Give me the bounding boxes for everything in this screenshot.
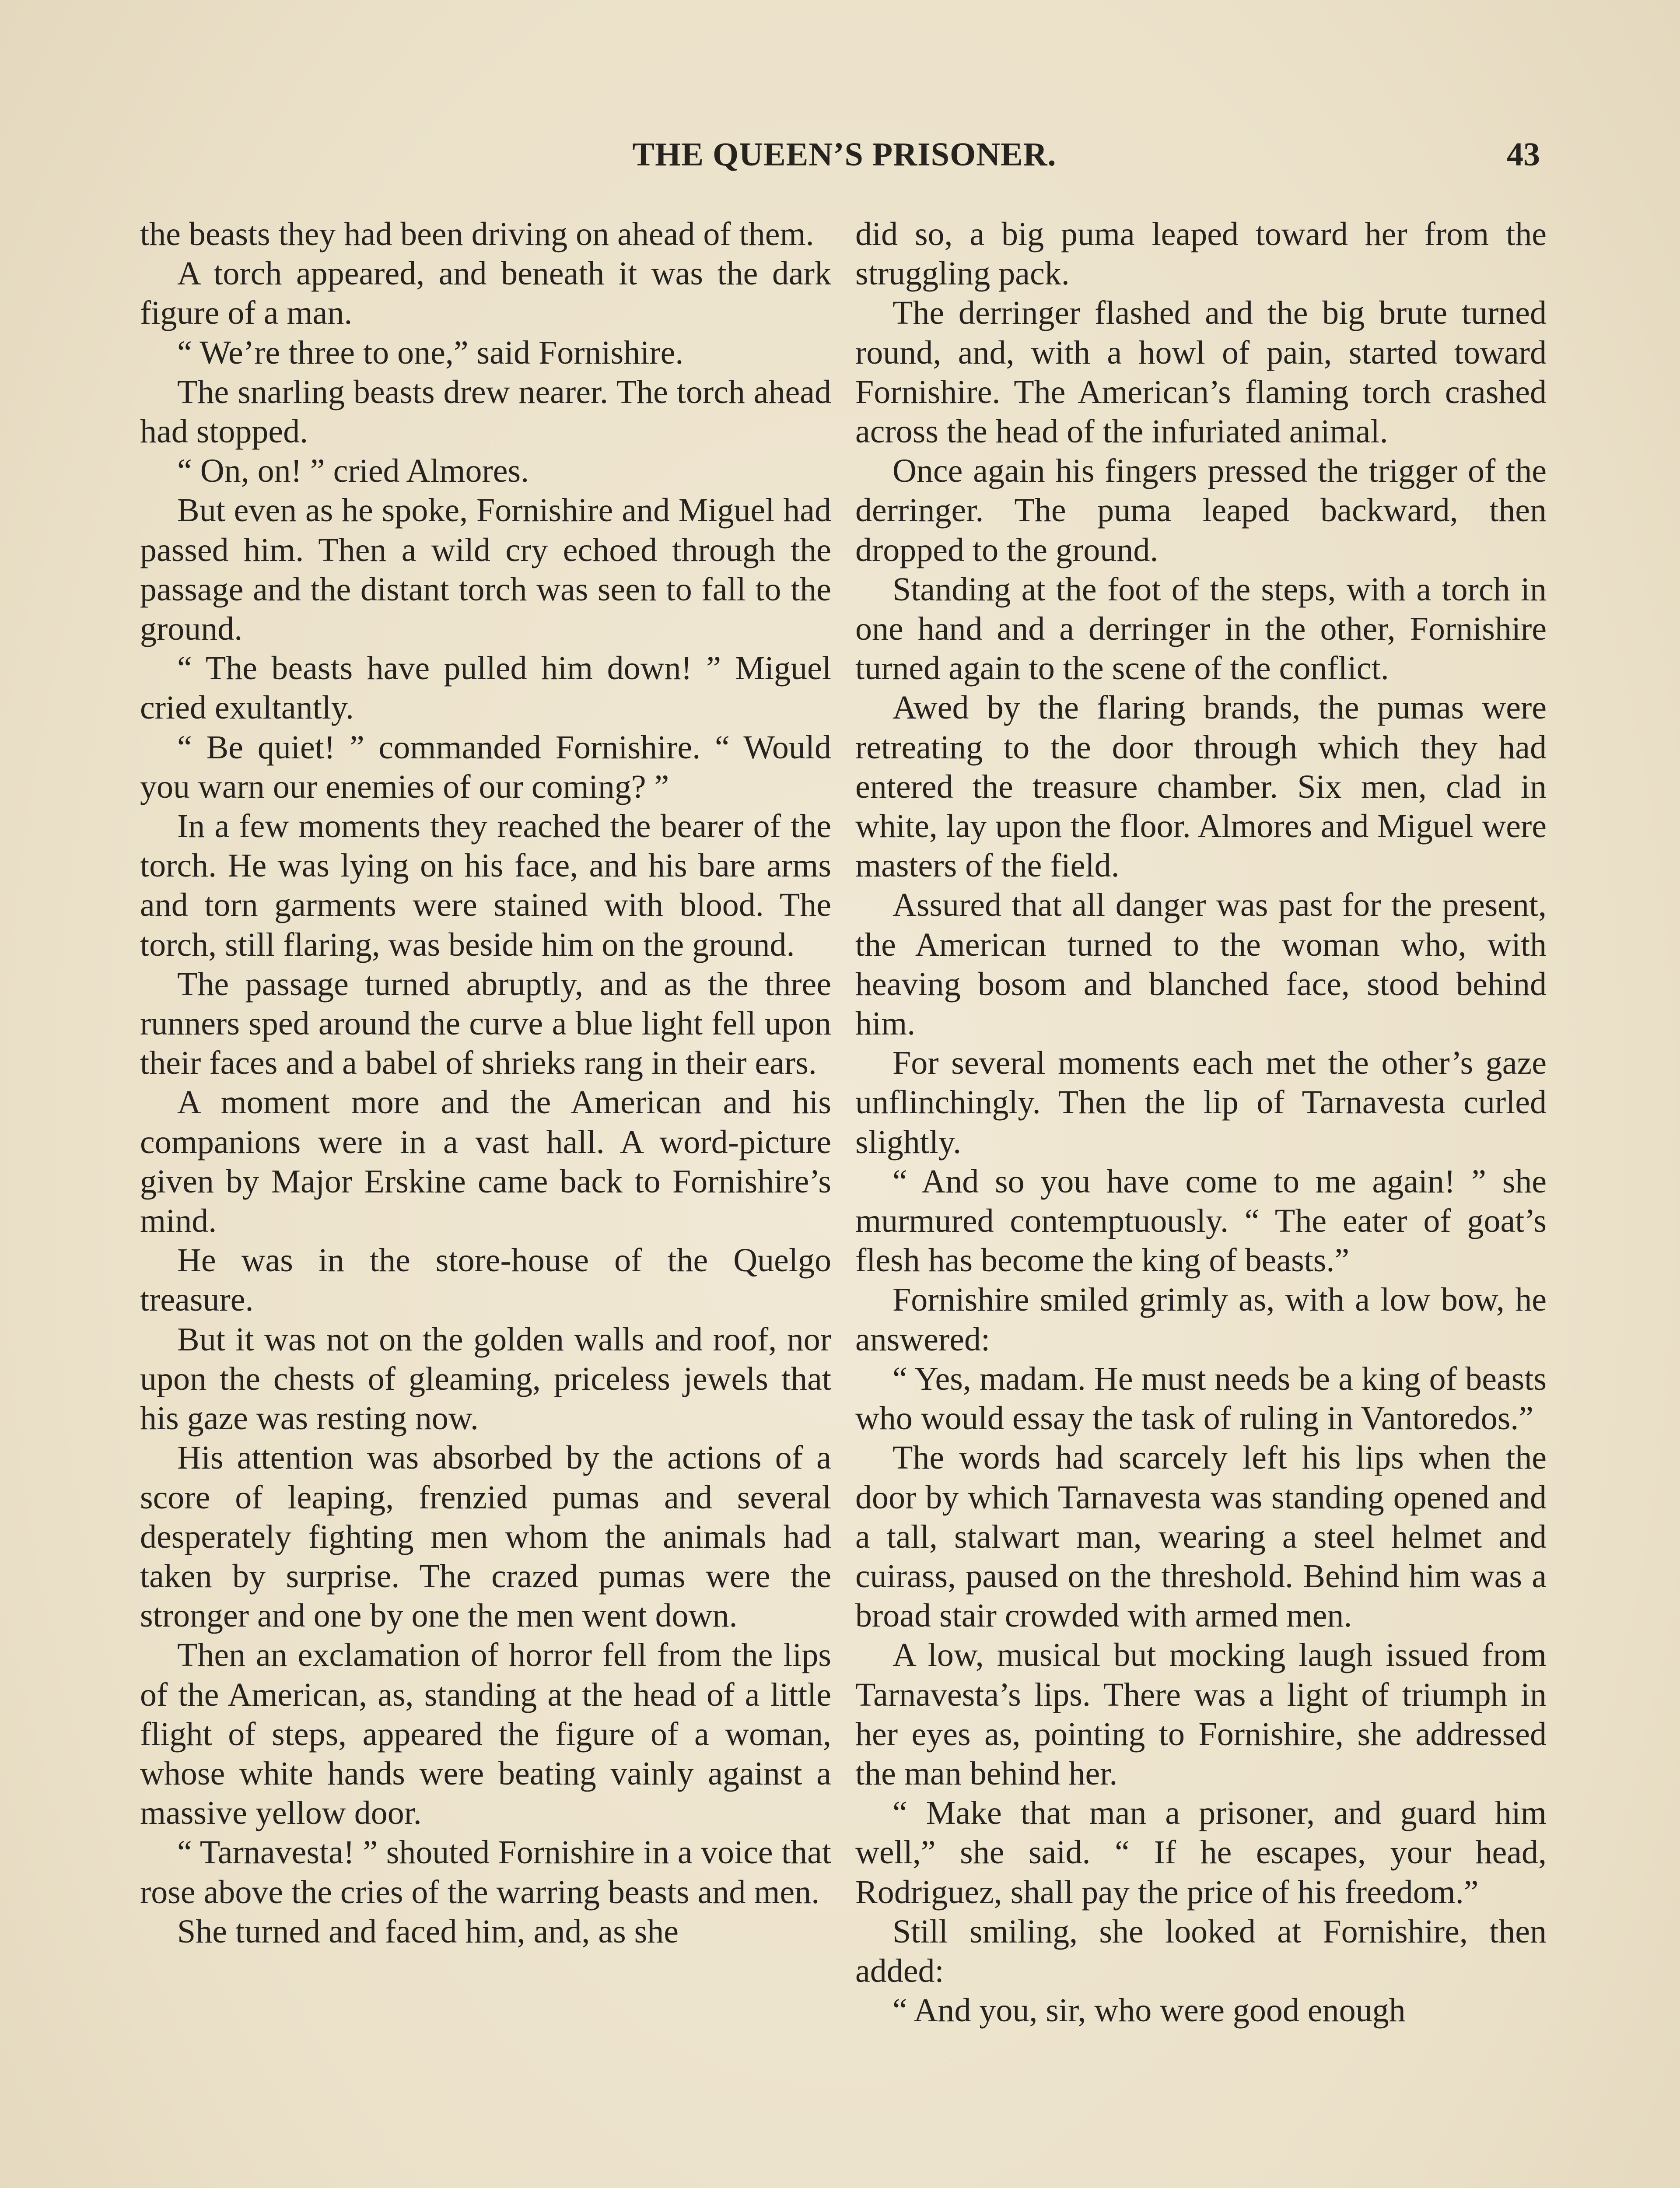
paragraph: Then an exclamation of horror fell from the lips of the American, as, standing at the head of a little flight of steps, appeared the figure of a woman, whose white hands were beating vainly against a massive yellow door. (140, 1637, 831, 1832)
paragraph: She turned and faced him, and, as she (177, 1913, 679, 1950)
paragraph: A torch appeared, and beneath it was the dark figure of a man. (140, 255, 831, 332)
paragraph: Fornishire smiled grimly as, with a low bow, he answered: (855, 1281, 1547, 1358)
paragraph: “ Yes, madam. He must needs be a king of beasts who would essay the task of ruling in Vantoredos.” (855, 1360, 1547, 1437)
paragraph: The words had scarcely left his lips when the door by which Tarnavesta was standing opened and a tall, stalwart man, wearing a steel helmet and cuirass, paused on the threshold. Behind him was a broad stair crowded with armed men. (855, 1439, 1547, 1634)
paragraph: The passage turned abruptly, and as the three runners sped around the curve a blue light fell upon their faces and a babel of shrieks rang in their ears. (140, 965, 831, 1082)
running-title: THE QUEEN’S PRISONER. (632, 136, 1057, 173)
paragraph: But even as he spoke, Fornishire and Miguel had passed him. Then a wild cry echoed through the passage and the distant torch was seen to fall to the ground. (140, 492, 831, 648)
paragraph: the beasts they had been driving on ahead of them. (140, 216, 814, 252)
running-header (149, 131, 1540, 184)
paragraph: Standing at the foot of the steps, with a torch in one hand and a derringer in the other, Fornishire turned again to the scene of the conflict. (855, 571, 1547, 687)
paragraph: Once again his fingers pressed the trigger of the derringer. The puma leaped backward, then dropped to the ground. (855, 452, 1547, 568)
paragraph: He was in the store-house of the Quelgo treasure. (140, 1242, 831, 1318)
paragraph: “ And you, sir, who were good enough (892, 1992, 1406, 2029)
paragraph: “ We’re three to one,” said Fornishire. (177, 334, 684, 371)
paragraph: For several moments each met the other’s gaze unflinchingly. Then the lip of Tarnavesta curled slightly. (855, 1045, 1547, 1161)
paragraph: “ Be quiet! ” commanded Fornishire. “ Would you warn our enemies of our coming? ” (140, 729, 831, 805)
paragraph: Awed by the flaring brands, the pumas were retreating to the door through which they had entered the treasure chamber. Six men, clad in white, lay upon the floor. Almores and Miguel were masters of the field. (855, 689, 1547, 884)
paragraph: His attention was absorbed by the actions of a score of leaping, frenzied pumas and several desperately fighting men whom the animals had taken by surprise. The crazed pumas were the stronger and one by one the men went down. (140, 1439, 831, 1634)
paragraph: “ The beasts have pulled him down! ” Miguel cried exultantly. (140, 650, 831, 726)
paragraph: But it was not on the golden walls and roof, nor upon the chests of gleaming, priceless jewels that his gaze was resting now. (140, 1321, 831, 1437)
paragraph: In a few moments they reached the bearer of the torch. He was lying on his face, and his bare arms and torn garments were stained with blood. The torch, still flaring, was beside him on the ground. (140, 808, 831, 963)
paragraph: “ Make that man a prisoner, and guard him well,” she said. “ If he escapes, your head, Rodriguez, shall pay the price of his freedom.” (855, 1795, 1547, 1911)
paragraph: The derringer flashed and the big brute turned round, and, with a howl of pain, started toward Fornishire. The American’s flaming torch crashed across the head of the infuriated animal. (855, 295, 1547, 450)
page-number: 43 (1507, 136, 1540, 173)
right-text-column (855, 214, 1547, 2030)
paragraph: A moment more and the American and his companions were in a vast hall. A word-picture given by Major Erskine came back to Fornishire’s mind. (140, 1084, 831, 1240)
paragraph: A low, musical but mocking laugh issued from Tarnavesta’s lips. There was a light of triumph in her eyes as, pointing to Fornishire, she addressed the man behind her. (855, 1637, 1547, 1792)
paragraph: “ On, on! ” cried Almores. (177, 452, 529, 490)
paragraph: Still smiling, she looked at Fornishire, then added: (855, 1913, 1547, 1989)
paragraph: “ Tarnavesta! ” shouted Fornishire in a voice that rose above the cries of the warring beasts and men. (140, 1834, 831, 1911)
paragraph: “ And so you have come to me again! ” she murmured contemptuously. “ The eater of goat’s flesh has become the king of beasts.” (855, 1163, 1547, 1279)
paragraph: Assured that all danger was past for the present, the American turned to the woman who, with heaving bosom and blanched face, stood behind him. (855, 887, 1547, 1042)
paragraph: The snarling beasts drew nearer. The torch ahead had stopped. (140, 373, 831, 450)
left-text-column (140, 214, 831, 1951)
paragraph: did so, a big puma leaped toward her from the struggling pack. (855, 216, 1547, 292)
